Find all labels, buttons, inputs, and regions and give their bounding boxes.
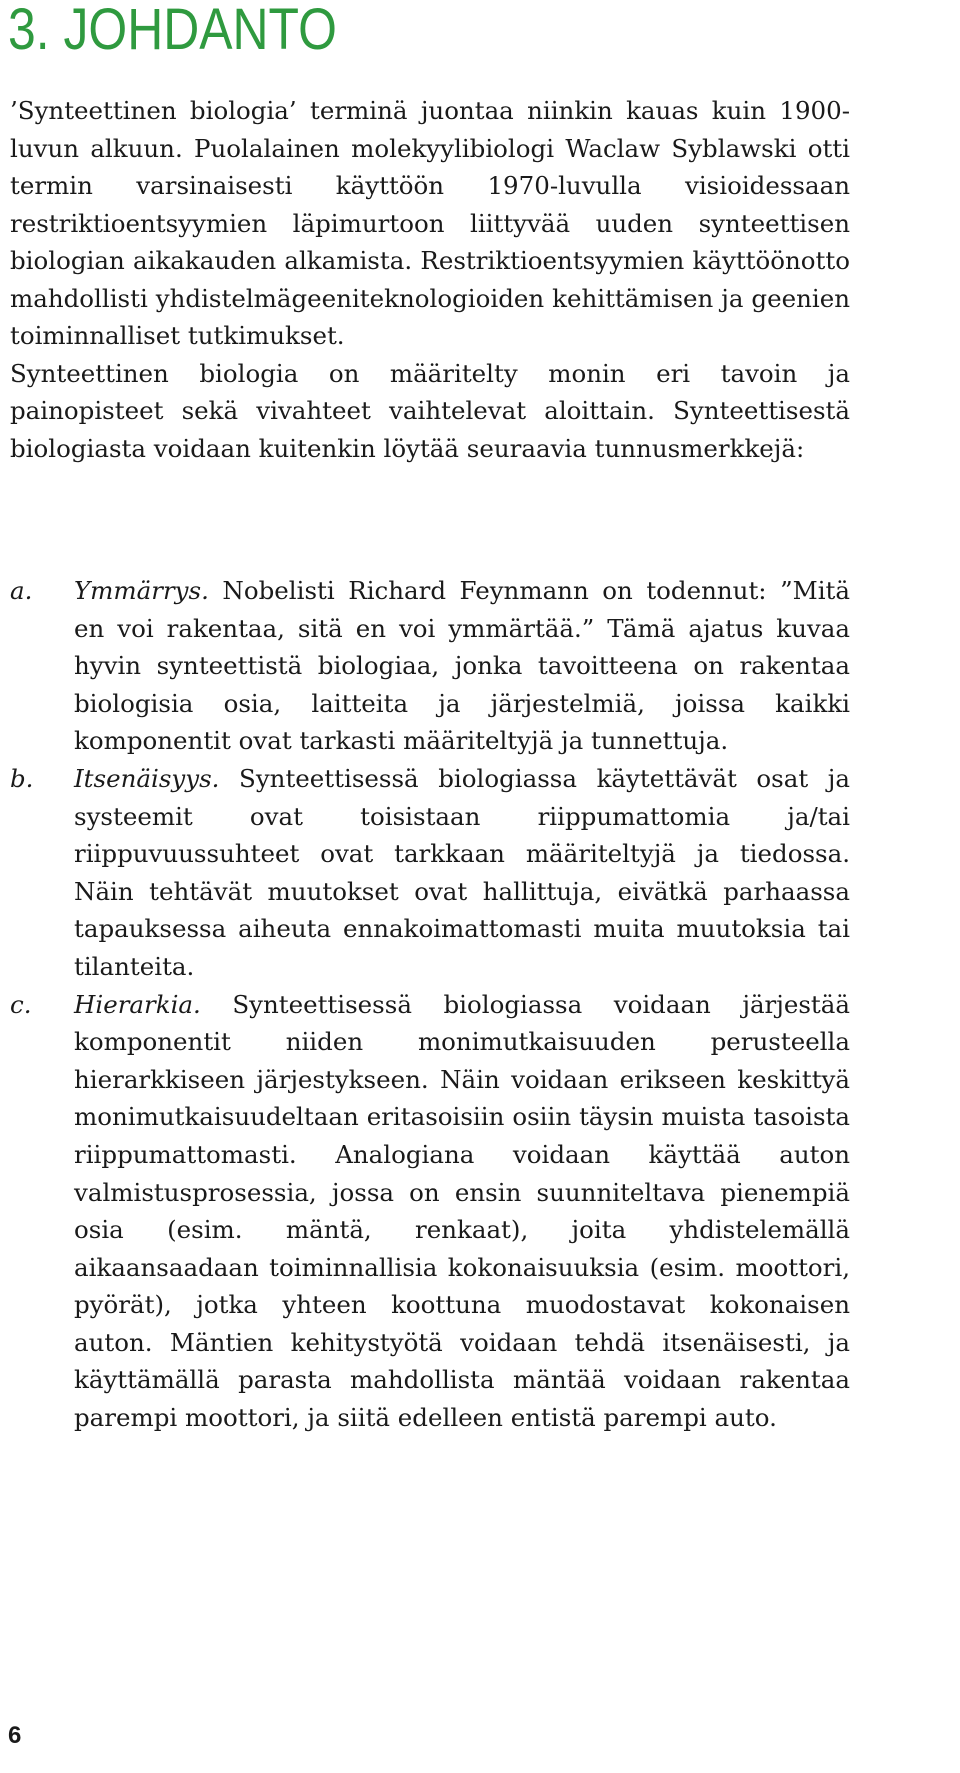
list-item bbox=[10, 572, 850, 760]
list-text: Nobelisti Richard Feynmann on todennut: ”Mitä en voi rakentaa, sitä en voi ymmärtää.” Tämä ajatus kuvaa hyvin synteettistä biologiaa, jonka tavoitteena on rakentaa biologisia osia, laitteita ja järjestelmiä, joissa kaikki komponentit ovat tarkasti määriteltyjä ja tunnettuja. bbox=[74, 576, 850, 756]
list-text: Synteettisessä biologiassa voidaan järjestää komponentit niiden monimutkaisuuden perusteella hierarkkiseen järjestykseen. Näin voidaan erikseen keskittyä monimutkaisuudeltaan eritasoisiin osiin täysin muista tasoista riippumattomasti. Analogiana voidaan käyttää auton valmistusprosessia, jossa on ensin suunniteltava pienempiä osia (esim. mäntä, renkaat), joita yhdistelemällä aikaansaadaan toiminnallisia kokonaisuuksia (esim. moottori, pyörät), jotka yhteen koottuna muodostavat kokonaisen auton. Mäntien kehitystyötä voidaan tehdä itsenäisesti, ja käyttämällä parasta mahdollista mäntää voidaan rakentaa parempi moottori, ja siitä edelleen entistä parempi auto. bbox=[74, 989, 850, 1433]
list-marker: a. bbox=[10, 576, 33, 605]
list-text: Synteettisessä biologiassa käytettävät osat ja systeemit ovat toisistaan riippumattomia ja/tai riippuvuussuhteet ovat tarkkaan määriteltyjä ja tiedossa. Näin tehtävät muutokset ovat hallittuja, eivätkä parhaassa tapauksessa aiheuta ennakoimattomasti muita muutoksia tai tilanteita. bbox=[74, 763, 850, 981]
list-term: Ymmärrys. bbox=[74, 576, 209, 605]
list-term: Itsenäisyys. bbox=[74, 763, 220, 793]
list-term: Hierarkia. bbox=[74, 989, 201, 1019]
list-item bbox=[10, 986, 850, 1437]
intro-paragraph: ’Synteettinen biologia’ terminä juontaa niinkin kauas kuin 1900-luvun alkuun. Puolalainen molekyylibiologi Waclaw Syblawski otti termin varsinaisesti käyttöön 1970-luvulla visioidessaan restriktioentsyymien läpimurtoon liittyvää uuden synteettisen biologian aikakauden alkamista. Restriktioentsyymien käyttöönotto mahdollisti yhdistelmägeeniteknologioiden kehittämisen ja geenien toiminnalliset tutkimukset. bbox=[10, 96, 850, 350]
intro-text bbox=[10, 92, 850, 467]
chapter-heading: 3. JOHDANTO bbox=[8, 0, 337, 62]
list-item bbox=[10, 760, 850, 986]
list-marker: c. bbox=[10, 989, 32, 1019]
list-marker: b. bbox=[10, 763, 34, 793]
page-number: 6 bbox=[8, 1722, 22, 1749]
characteristics-list bbox=[10, 572, 850, 1437]
intro-paragraph: Synteettinen biologia on määritelty monin eri tavoin ja painopisteet sekä vivahteet vaihtelevat aloittain. Synteettisestä biologiasta voidaan kuitenkin löytää seuraavia tunnusmerkkejä: bbox=[10, 358, 850, 463]
